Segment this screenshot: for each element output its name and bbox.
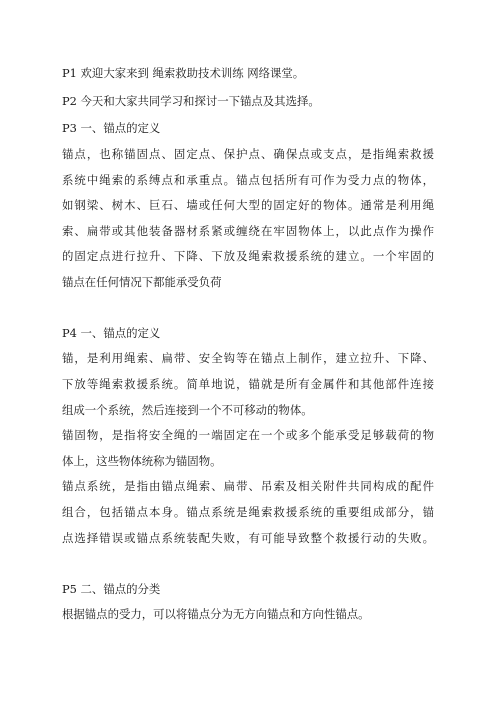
p3-text-line: 如钢梁、树木、巨石、墙或任何大型的固定好的物体。通常是利用绳 (62, 198, 434, 212)
p5-text-line: 根据锚点的受力，可以将锚点分为无方向锚点和方向性锚点。 (62, 607, 370, 621)
p3-text-line: 的固定点进行拉升、下降、下放及绳索救援系统的建立。一个牢固的 (62, 249, 434, 263)
p4-text-line: 锚固物，是指将安全绳的一端固定在一个或多个能承受足够载荷的物 (62, 428, 434, 442)
p2-line: P2 今天和大家共同学习和探讨一下锚点及其选择。 (62, 94, 320, 108)
p4-text-line: 体上，这些物体统称为锚固物。 (62, 454, 222, 468)
p4-text-line: 组合，包括锚点本身。锚点系统是绳索救援系统的重要组成部分，锚 (62, 505, 434, 519)
p4-text-line: 锚点系统，是指由锚点绳索、扁带、吊索及相关附件共同构成的配件 (62, 479, 434, 493)
p1-line: P1 欢迎大家来到 绳索救助技术训练 网络课堂。 (62, 66, 305, 80)
p3-text-line: 索、扁带或其他装备器材系紧或缠绕在牢固物体上，以此点作为操作 (62, 224, 434, 238)
p4-text-line: 锚，是利用绳索、扁带、安全钩等在锚点上制作，建立拉升、下降、 (62, 351, 434, 365)
p3-text-line: 锚点，也称锚固点、固定点、保护点、确保点或支点，是指绳索救援 (62, 147, 434, 161)
p4-text-line: 点选择错误或锚点系统装配失败，有可能导致整个救援行动的失败。 (62, 531, 434, 545)
p4-text-line: 组成一个系统，然后连接到一个不可移动的物体。 (62, 403, 313, 417)
p4-heading: P4 一、锚点的定义 (62, 326, 161, 340)
p5-heading: P5 二、锚点的分类 (62, 582, 161, 596)
p4-text-line: 下放等绳索救援系统。简单地说，锚就是所有金属件和其他部件连接 (62, 377, 434, 391)
p3-heading: P3 一、锚点的定义 (62, 121, 161, 135)
p3-text-line: 锚点在任何情况下都能承受负荷 (62, 275, 222, 289)
p3-text-line: 系统中绳索的系缚点和承重点。锚点包括所有可作为受力点的物体， (62, 173, 434, 187)
